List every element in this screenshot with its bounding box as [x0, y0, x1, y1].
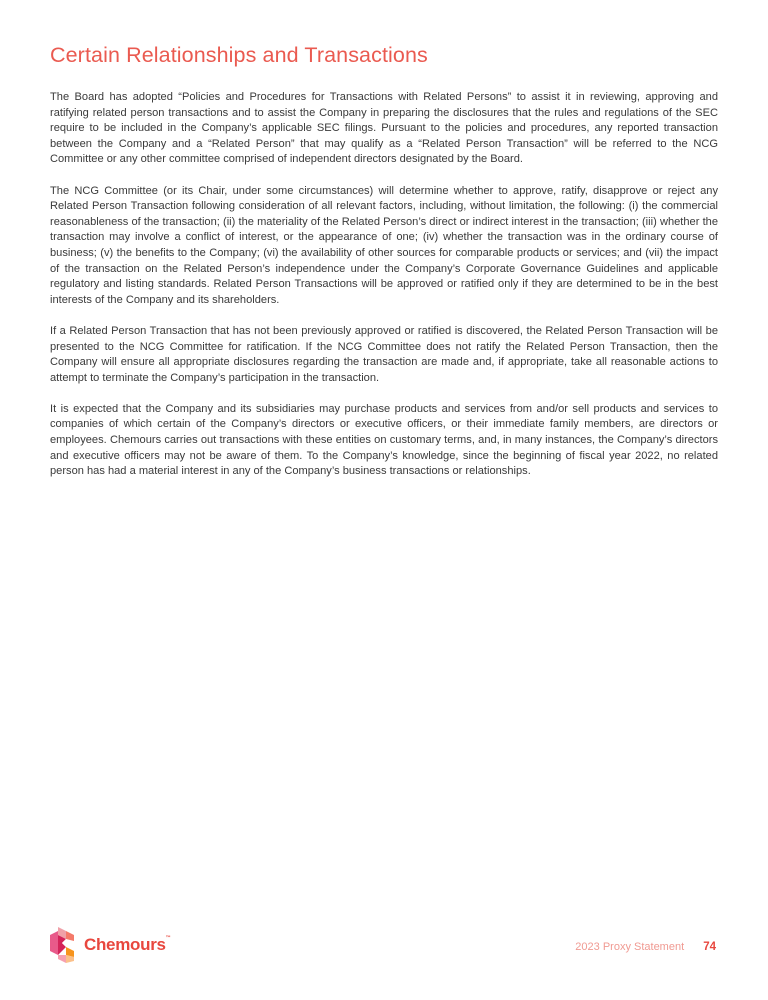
page-number: 74: [703, 941, 716, 953]
document-name: 2023 Proxy Statement: [575, 941, 685, 953]
chemours-logo-icon: [50, 927, 80, 963]
chemours-logo: [50, 927, 170, 963]
page-footer: [575, 941, 716, 953]
logo-text: Chemours™: [84, 935, 171, 954]
paragraph: The Board has adopted “Policies and Procedures for Transactions with Related Persons” to assist it in reviewing, approving and ratifying related person transactions and to assist the Company in preparing the disclosures that the rules and regulations of the SEC require to be included in the Company’s applicable SEC filings. Pursuant to the policies and procedures, any reported transaction between the Company and a “Related Person” that may qualify as a “Related Person Transaction” will be referred to the NCG Committee or any other committee comprised of independent directors designated by the Board.: [50, 91, 718, 166]
paragraph: It is expected that the Company and its subsidiaries may purchase products and services from and/or sell products and services to companies of which certain of the Company’s directors or executive officers, or their immediate family members, are directors or employees. Chemours carries out transactions with these entities on customary terms, and, in many instances, the Company’s directors and executive officers may not be aware of them. To the Company’s knowledge, since the beginning of fiscal year 2022, no related person has had a material interest in any of the Company’s business transactions or relationships.: [50, 402, 718, 478]
paragraph: If a Related Person Transaction that has not been previously approved or ratified is discovered, the Related Person Transaction will be presented to the NCG Committee for ratification. If the NCG Committee does not ratify the Related Person Transaction, then the Company will ensure all appropriate disclosures regarding the transaction are made and, if appropriate, take all reasonable actions to attempt to terminate the Company’s participation in the transaction.: [50, 324, 718, 384]
paragraph: The NCG Committee (or its Chair, under some circumstances) will determine whether to approve, ratify, disapprove or reject any Related Person Transaction following consideration of all relevant factors, including, without limitation, the following: (i) the commercial reasonableness of the transaction; (ii) the materiality of the Related Person’s direct or indirect interest in the transaction; (iii) whether the transaction may involve a conflict of interest, or the appearance of one; (iv) whether the transaction was in the ordinary course of business; (v) the benefits to the Company; (vi) the availability of other sources for comparable products or services; and (vii) the impact of the transaction on the Related Person’s independence under the Company’s Corporate Governance Guidelines and applicable regulatory and listing standards. Related Person Transactions will be approved or ratified only if they are determined to be in the best interests of the Company and its shareholders.: [50, 184, 718, 306]
document-body: [50, 90, 718, 495]
page-title: Certain Relationships and Transactions: [50, 43, 428, 67]
